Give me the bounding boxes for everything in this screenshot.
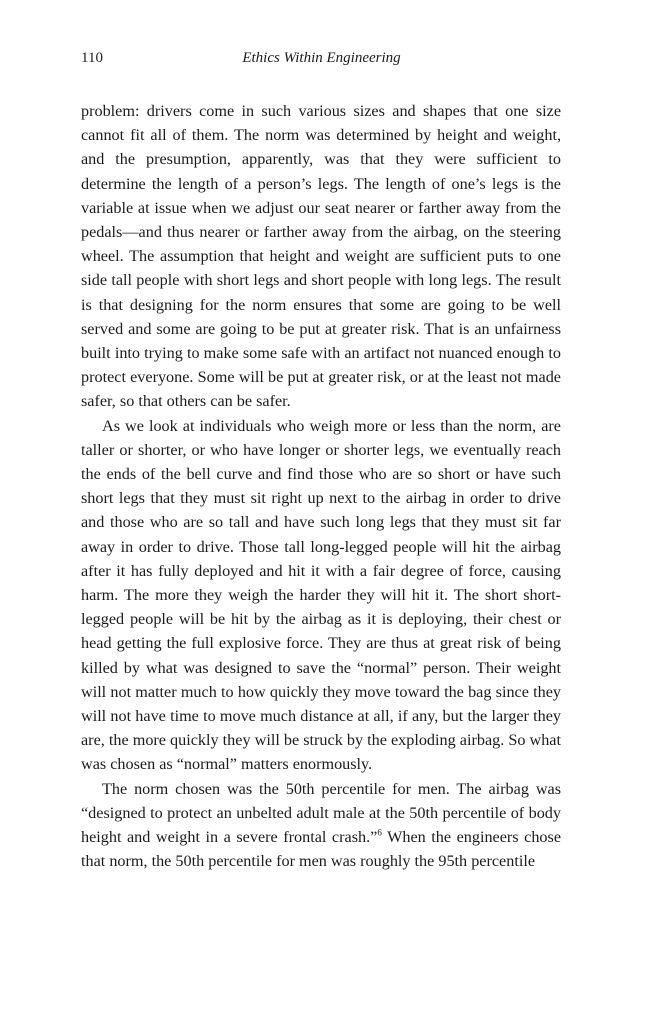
- paragraph-3: [81, 777, 561, 874]
- body-text: [81, 99, 561, 874]
- running-head: [81, 50, 561, 72]
- paragraph-1: problem: drivers come in such various sizes and shapes that one size cannot fit all of them. The norm was determined by height and weight, and the presumption, apparently, was that they were sufficient to determine the length of a person’s legs. The length of one’s legs is the variable at issue when we adjust our seat nearer or farther away from the pedals—and thus nearer or farther away from the airbag, on the steering wheel. The assumption that height and weight are sufficient puts to one side tall people with short legs and short people with long legs. The result is that designing for the norm ensures that some are going to be well served and some are going to be put at greater risk. That is an unfairness built into trying to make some safe with an artifact not nuanced enough to protect everyone. Some will be put at greater risk, or at the least not made safer, so that others can be safer.: [81, 102, 561, 411]
- book-title: Ethics Within Engineering: [242, 50, 401, 66]
- footnote-marker[interactable]: 6: [377, 827, 382, 838]
- paragraph-3-text-before-note: The norm chosen was the 50th percentile for men. The airbag was “designed to protect an unbelted adult male at the 50th percentile of body height and weight in a severe frontal crash.”: [81, 779, 561, 847]
- paragraph-2: As we look at individuals who weigh more or less than the norm, are taller or shorter, or who have longer or shorter legs, we eventually reach the ends of the bell curve and find those who are so short or have such short legs that they must sit right up next to the airbag in order to drive and those who are so tall and have such long legs that they must sit far away in order to drive. Those tall long-legged people will hit the airbag after it has fully deployed and hit it with a fair degree of force, causing harm. The more they weigh the harder they will hit it. The short short-legged people will be hit by the airbag as it is deploying, their chest or head getting the full explosive force. They are thus at great risk of being killed by what was designed to save the “normal” person. Their weight will not matter much to how quickly they move toward the bag since they will not have time to move much distance at all, if any, but the larger they are, the more quickly they will be struck by the exploding airbag. So what was chosen as “normal” matters enormously.: [81, 416, 561, 774]
- paragraph-3-text-after-note: When the engineers chose that norm, the 50th percentile for men was roughly the 95th percentile: [81, 828, 562, 871]
- page-number: 110: [81, 50, 103, 66]
